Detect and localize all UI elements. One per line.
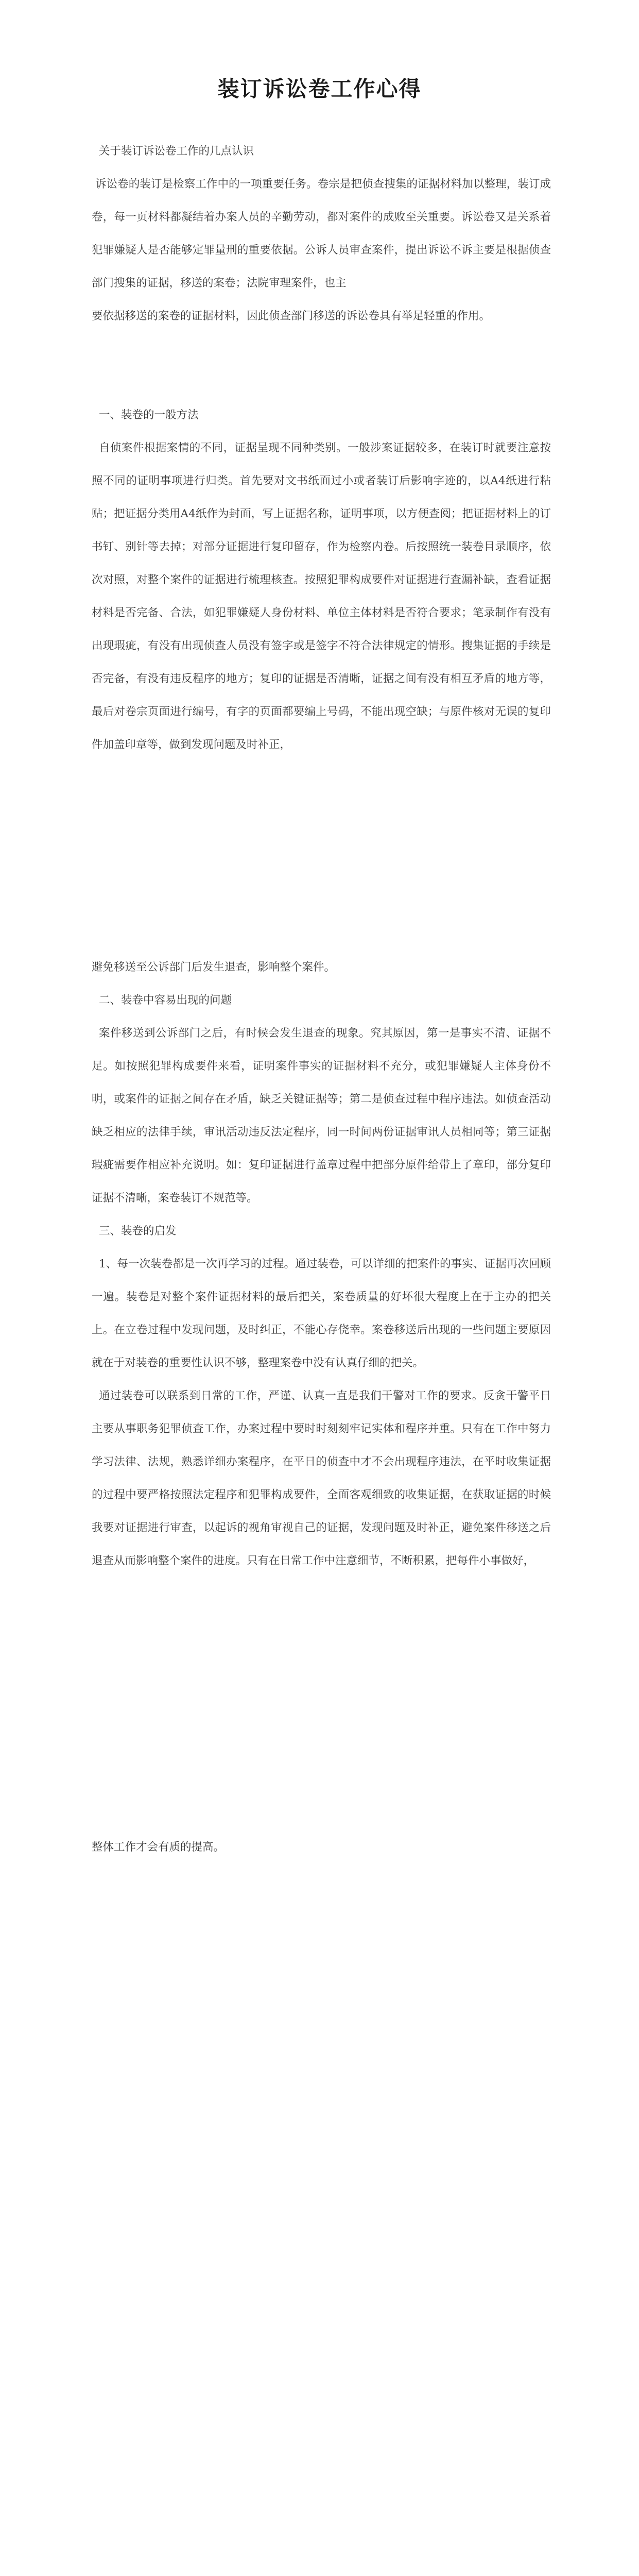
- document-title: 装订诉讼卷工作心得: [217, 76, 422, 101]
- paragraph: 通过装卷可以联系到日常的工作，严谨、认真一直是我们干警对工作的要求。反贪干警平日主要从事职务犯罪侦查工作，办案过程中要时时刻刻牢记实体和程序并重。只有在工作中努力学习法律、法规，熟悉详细办案程序，在平日的侦查中才不会出现程序违法，在平时收集证据的过程中要严格按照法定程序和犯罪构成要件，全面客观细致的收集证据，在获取证据的时候我要对证据进行审查，以起诉的视角审视自己的证据，发现问题及时补正，避免案件移送之后退查从而影响整个案件的进度。只有在日常工作中注意细节，不断积累，把每件小事做好，: [92, 1389, 551, 1567]
- paragraph: 案件移送到公诉部门之后，有时候会发生退查的现象。究其原因，第一是事实不清、证据不足。如按照犯罪构成要件来看，证明案件事实的证据材料不充分，或犯罪嫌疑人主体身份不明，或案件的证据之间存在矛盾，缺乏关键证据等；第二是侦查过程中程序违法。如侦查活动缺乏相应的法律手续，审讯活动违反法定程序，同一时间两份证据审讯人员相同等；第三证据瑕疵需要作相应补充说明。如：复印证据进行盖章过程中把部分原件给带上了章印，部分复印证据不清晰，案卷装订不规范等。: [92, 1027, 551, 1205]
- paragraph-continuation: 避免移送至公诉部门后发生退查，影响整个案件。: [92, 961, 336, 974]
- paragraph: 诉讼卷的装订是检察工作中的一项重要任务。卷宗是把侦查搜集的证据材料加以整理，装订成卷，每一页材料都凝结着办案人员的辛勤劳动，都对案件的成败至关重要。诉讼卷又是关系着犯罪嫌疑人是否能够定罪量刑的重要依据。公诉人员审查案件，提出诉讼不诉主要是根据侦查部门搜集的证据，移送的案卷；法院审理案件，也主: [92, 178, 551, 290]
- paragraph: 自侦案件根据案情的不同，证据呈现不同种类别。一般涉案证据较多，在装订时就要注意按照不同的证明事项进行归类。首先要对文书纸面过小或者装订后影响字迹的，以A4纸进行粘贴；把证据分类用A4纸作为封面，写上证据名称，证明事项，以方便查阅；把证据材料上的订书钉、别针等去掉；对部分证据进行复印留存，作为检察内卷。后按照统一装卷目录顺序，依次对照，对整个案件的证据进行梳理核查。按照犯罪构成要件对证据进行查漏补缺，查看证据材料是否完备、合法，如犯罪嫌疑人身份材料、单位主体材料是否符合要求；笔录制作有没有出现瑕疵，有没有出现侦查人员没有签字或是签字不符合法律规定的情形。搜集证据的手续是否完备，有没有违反程序的地方；复印的证据是否清晰，证据之间有没有相互矛盾的地方等，最后对卷宗页面进行编号，有字的页面都要编上号码，不能出现空缺；与原件核对无误的复印件加盖印章等，做到发现问题及时补正，: [92, 442, 551, 751]
- section-heading: 关于装订诉讼卷工作的几点认识: [99, 145, 254, 158]
- section-common-problems: [92, 951, 551, 1578]
- section-heading: 二、装卷中容易出现的问题: [99, 994, 232, 1007]
- paragraph: 1、每一次装卷都是一次再学习的过程。通过装卷，可以详细的把案件的事实、证据再次回顾一遍。装卷是对整个案件证据材料的最后把关，案卷质量的好坏很大程度上在于主办的把关上。在立卷过程中发现问题，及时纠正，不能心存侥幸。案卷移送后出现的一些问题主要原因就在于对装卷的重要性认识不够，整理案卷中没有认真仔细的把关。: [92, 1258, 551, 1369]
- paragraph-continuation: 整体工作才会有质的提高。: [92, 1841, 225, 1854]
- paragraph: 要依据移送的案卷的证据材料，因此侦查部门移送的诉讼卷具有举足轻重的作用。: [92, 310, 491, 323]
- section-heading: 三、装卷的启发: [99, 1225, 177, 1238]
- section-heading: 一、装卷的一般方法: [99, 409, 199, 421]
- section-ending: [92, 1831, 551, 1864]
- section-intro: [92, 135, 551, 333]
- section-general-method: [92, 399, 551, 761]
